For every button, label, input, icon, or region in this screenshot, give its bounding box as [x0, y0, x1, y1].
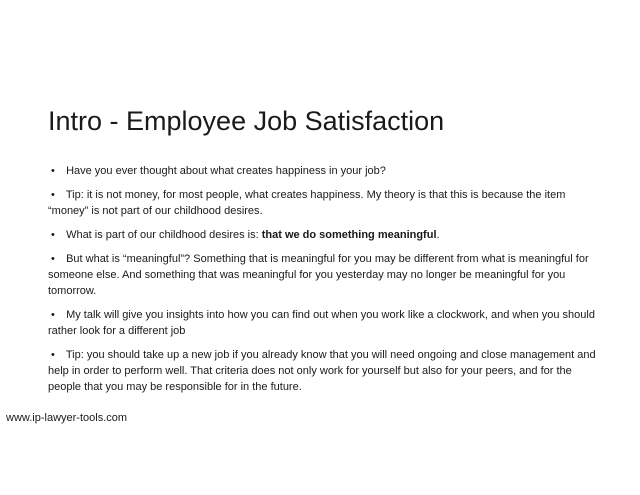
- bullet-item: [48, 187, 598, 219]
- bullet-dot: •: [51, 229, 55, 241]
- bullet-text: My talk will give you insights into how you can find out when you work like a clockwork, and when you should rather look for a different job: [48, 309, 595, 337]
- bullet-text-end: .: [436, 229, 440, 241]
- bullet-item: [48, 163, 598, 179]
- slide-title: Intro - Employee Job Satisfaction: [48, 106, 445, 136]
- bullet-text: Tip: you should take up a new job if you already know that you will need ongoing and close management and help in order to perform well. That criteria does not only work for yourself but also for your peers, and for the people that you may be responsible for in the future.: [48, 349, 596, 393]
- bullet-text: Tip: it is not money, for most people, what creates happiness. My theory is that this is because the item “money” is not part of our childhood desires.: [48, 189, 566, 217]
- bullet-dot: •: [51, 349, 55, 361]
- bullet-text: Have you ever thought about what creates happiness in your job?: [66, 165, 386, 177]
- footer-url: www.ip-lawyer-tools.com: [6, 412, 128, 424]
- bullet-emphasis: that we do something meaningful: [261, 229, 437, 241]
- bullet-item: [48, 251, 598, 299]
- bullet-dot: •: [51, 253, 55, 265]
- bullet-text: But what is “meaningful”? Something that is meaningful for you may be different from what is meaningful for someone else. And something that was meaningful for you yesterday may no longer be meaningful for you tomorrow.: [48, 253, 589, 297]
- bullet-dot: •: [51, 309, 55, 321]
- bullet-dot: •: [51, 165, 55, 177]
- bullet-item: [48, 347, 598, 395]
- bullet-list: [48, 163, 598, 403]
- bullet-item: [48, 227, 598, 243]
- bullet-item: [48, 307, 598, 339]
- bullet-dot: •: [51, 189, 55, 201]
- bullet-text: What is part of our childhood desires is:: [66, 229, 262, 241]
